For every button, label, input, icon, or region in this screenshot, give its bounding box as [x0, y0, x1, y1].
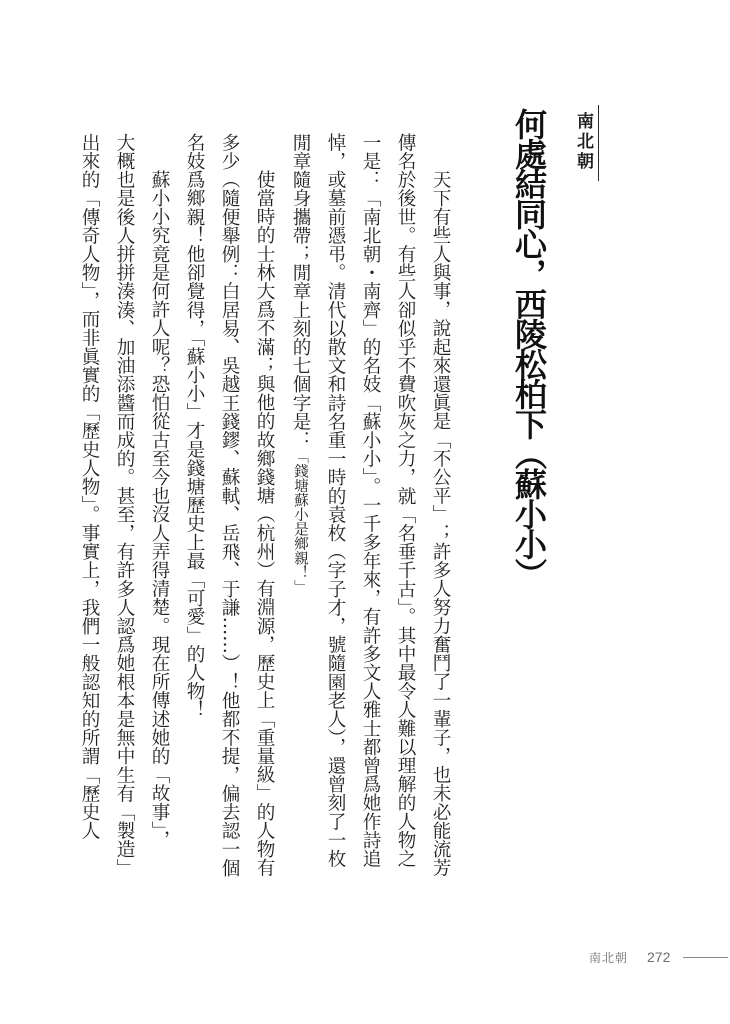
footer-section-label: 南北朝 — [589, 951, 629, 965]
body-column: 傳名於後世。有些人卻似乎不費吹灰之力，就「名垂千古」。其中最令人難以理解的人物之 — [395, 133, 416, 868]
body-column: 天下有些人與事，說起來還眞是「不公平」；許多人努力奮鬥了一輩子，也未必能流芳 — [430, 170, 451, 877]
body-column: 一是：「南北朝・南齊」的名妓「蘇小小」。一千多年來，有許多文人雅士都曾爲她作詩追 — [360, 133, 381, 868]
body-text — [73, 133, 458, 893]
body-column: 多少（隨便舉例：白居易、吳越王錢鏐、蘇軾、岳飛、于謙……）！他都不提，偏去認一個 — [219, 133, 240, 877]
page-number: 272 — [647, 949, 671, 965]
body-column: 悼，或墓前憑弔。清代以散文和詩名重一時的袁枚（字子才，號隨園老人），還曾刻了一枚 — [325, 133, 346, 868]
chapter-title: 何處結同心，西陵松柏下（蘇小小） — [510, 108, 548, 588]
body-column: 大概也是後人拼拼湊湊、加油添醬而成的。甚至，有許多人認爲她根本是無中生有「製造」 — [114, 133, 135, 877]
body-column: 蘇小小究竟是何許人呢？恐怕從古至今也沒人弄得清楚。現在所傳述她的「故事」， — [149, 170, 170, 850]
seal-inscription: 「錢塘蘇小是鄉親！」 — [292, 449, 308, 595]
body-column: 使當時的士林大爲不滿；與他的故鄉錢塘（杭州）有淵源，歷史上「重量級」的人物有 — [254, 170, 275, 877]
section-label: 南北朝 — [566, 105, 599, 181]
body-column: 出來的「傳奇人物」，而非眞實的「歷史人物」。事實上，我們一般認知的所謂「歷史人 — [79, 133, 100, 840]
body-column — [282, 133, 318, 893]
paragraph — [282, 133, 458, 893]
paragraph — [177, 133, 282, 893]
footer-rule — [683, 957, 728, 958]
body-column-text: 閒章隨身攜帶；閒章上刻的七個字是： — [290, 133, 311, 450]
body-column: 名妓爲鄉親！他卻覺得，「蘇小小」才是錢塘歷史上最「可愛」的人物！ — [184, 133, 205, 719]
paragraph — [72, 133, 177, 893]
